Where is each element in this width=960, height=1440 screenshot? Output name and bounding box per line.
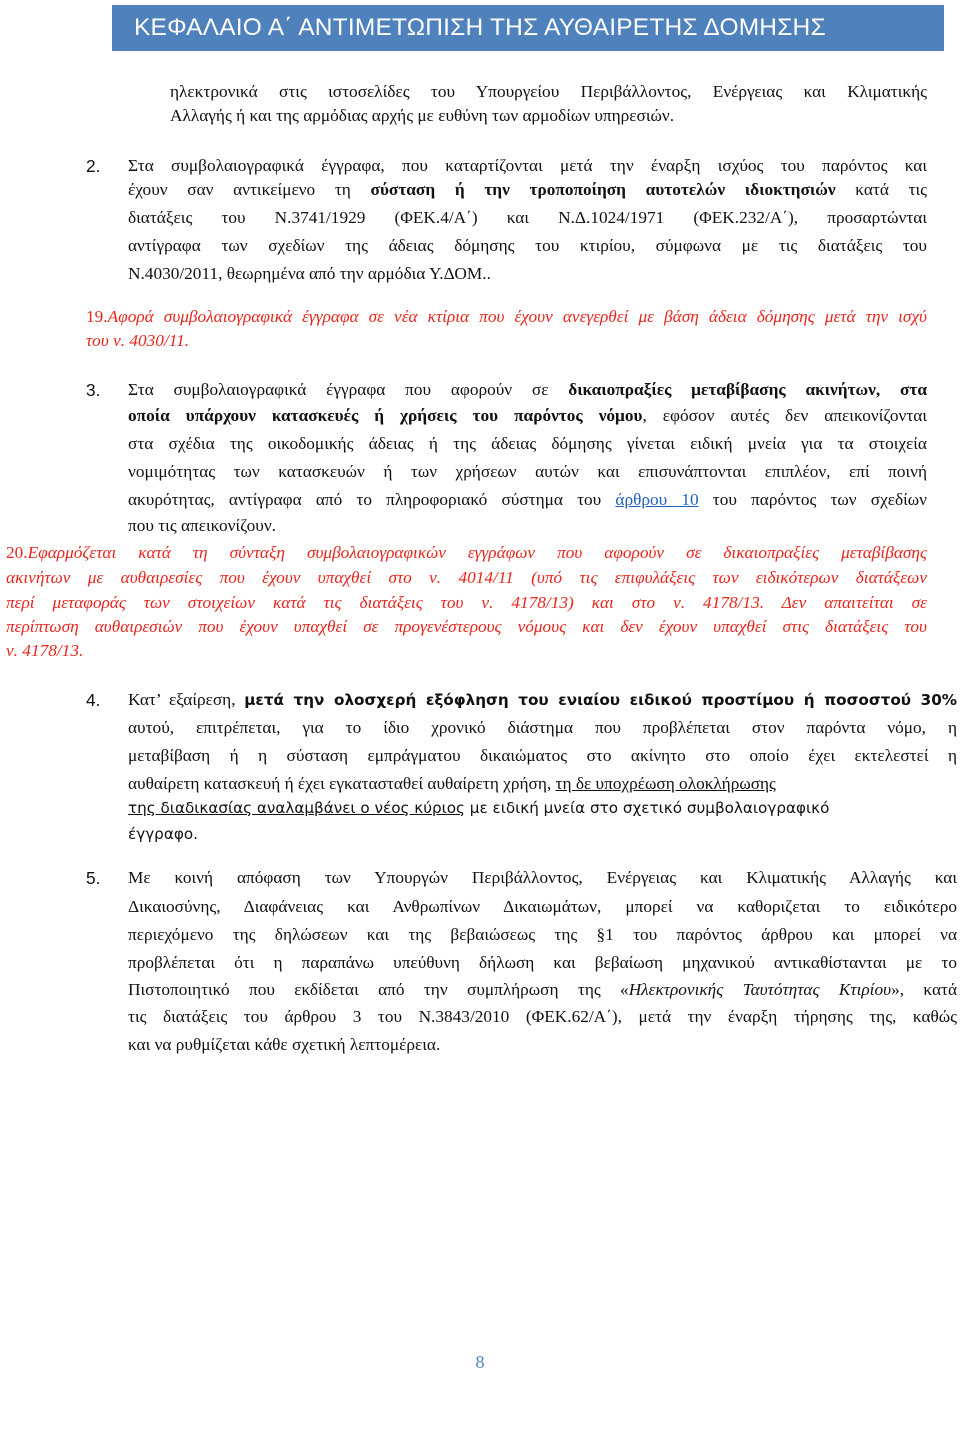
article-10-link[interactable]: άρθρου 10	[615, 490, 699, 509]
note-20-line-4: περίπτωση αυθαιρεσιών που έχουν υπαχθεί σε προγενέστερους νόμους και δεν έχουν υπαχθεί στις διατάξεις του	[6, 617, 927, 636]
item-5-line-4: προβλέπεται ότι η παραπάνω υπεύθυνη δήλωση και βεβαίωση μηχανικού αντικαθίστανται με το	[128, 953, 957, 972]
item-2-bold-phrase: σύσταση ή την τροποποίηση αυτοτελών ιδιοκτησιών	[370, 180, 836, 199]
item-3-number: 3.	[86, 380, 101, 400]
note-19-line-1: 19.Αφορά συμβολαιογραφικά έγγραφα σε νέα κτίρια που έχουν ανεγερθεί με βάση άδεια δόμησης μετά την ισχύ	[86, 307, 927, 326]
item-4-line-4: αυθαίρετη κατασκευή ή έχει εγκατασταθεί αυθαίρετη χρήση, τη δε υποχρέωση ολοκλήρωσης	[128, 774, 776, 793]
item-2-line-2: έχουν σαν αντικείμενο τη σύσταση ή την τροποποίηση αυτοτελών ιδιοκτησιών κατά τις	[128, 180, 928, 199]
item-5-line-3: περιεχόμενο της δηλώσεων και της βεβαιώσεως της §1 του παρόντος άρθρου και μπορεί να	[128, 925, 957, 944]
item-4-underlined-phrase-2: της διαδικασίας αναλαμβάνει ο νέος κύριος	[128, 799, 465, 817]
item-4-bold-phrase: μετά την ολοσχερή εξόφληση του ενιαίου ειδικού προστίμου ή ποσοστού 30%	[244, 691, 958, 709]
item-3-line-5: ακυρότητας, αντίγραφα από το πληροφοριακό σύστημα του άρθρου 10 του παρόντος των σχεδίων	[128, 490, 927, 509]
chapter-title: ΚΕΦΑΛΑΙΟ Α΄ ΑΝΤΙΜΕΤΩΠΙΣΗ ΤΗΣ ΑΥΘΑΙΡΕΤΗΣ ΔΟΜΗΣΗΣ	[134, 14, 826, 41]
chapter-header-bar	[112, 5, 944, 51]
note-20-line-2: ακινήτων με αυθαιρεσίες που έχουν υπαχθεί στο ν. 4014/11 (υπό τις επιφυλάξεις των ειδικότερων διατάξεων	[6, 568, 927, 587]
item-4-line-5: της διαδικασίας αναλαμβάνει ο νέος κύριος με ειδική μνεία στο σχετικό συμβολαιογραφικό	[128, 799, 830, 817]
item-3-line-3: στα σχέδια της οικοδομικής άδειας ή της άδειας δόμησης γίνεται ειδική μνεία για τα στοιχεία	[128, 434, 927, 453]
item-5-line-2: Δικαιοσύνης, Διαφάνειας και Ανθρωπίνων Δικαιωμάτων, μπορεί να καθοριζεται το ειδικότερο	[128, 897, 957, 916]
item-3-line-2: οποία υπάρχουν κατασκευές ή χρήσεις του παρόντος νόμου, εφόσον αυτές δεν απεικονίζονται	[128, 406, 927, 425]
item-5-number: 5.	[86, 868, 101, 888]
page-number: 8	[475, 1352, 485, 1372]
item-3-line-1: Στα συμβολαιογραφικά έγγραφα που αφορούν σε δικαιοπραξίες μεταβίβασης ακινήτων, στα	[128, 380, 927, 399]
note-20-line-5: ν. 4178/13.	[6, 641, 84, 660]
item-5-line-6: τις διατάξεις του άρθρου 3 του Ν.3843/2010 (ΦΕΚ.62/Α΄), μετά την έναρξη τήρησης της, καθώς	[128, 1007, 957, 1026]
item-4-line-3: μεταβίβαση ή η σύσταση εμπράγματου δικαιώματος στο ακίνητο στο οποίο έχει εκτελεστεί η	[128, 746, 957, 765]
note-19-line-2: του ν. 4030/11.	[86, 331, 190, 350]
item-5-line-5: Πιστοποιητικό που εκδίδεται από την συμπλήρωση της «Ηλεκτρονικής Ταυτότητας Κτιρίου», κατά	[128, 980, 957, 999]
item-3-line-6: που τις απεικονίζουν.	[128, 516, 276, 535]
item-2-line-1: Στα συμβολαιογραφικά έγγραφα, που καταρτίζονται μετά την έναρξη ισχύος του παρόντος και	[128, 156, 927, 175]
item-2-line-5: Ν.4030/2011, θεωρημένα από την αρμόδια Υ.ΔΟΜ..	[128, 264, 491, 283]
note-20-number: 20.	[6, 543, 28, 562]
item-4-line-1: Κατ’ εξαίρεση, μετά την ολοσχερή εξόφληση του ενιαίου ειδικού προστίμου ή ποσοστού 30%	[128, 690, 958, 709]
intro-line-1: ηλεκτρονικά στις ιστοσελίδες του Υπουργείου Περιβάλλοντος, Ενέργειας και Κλιματικής	[170, 82, 927, 101]
item-2-line-3: διατάξεις του Ν.3741/1929 (ΦΕΚ.4/Α΄) και Ν.Δ.1024/1971 (ΦΕΚ.232/Α΄), προσαρτώνται	[128, 208, 927, 227]
item-4-line-2: αυτού, επιτρέπεται, για το ίδιο χρονικό διάστημα που προβλέπεται στον παρόντα νόμο, η	[128, 718, 957, 737]
item-4-line-6: έγγραφο.	[128, 825, 198, 843]
item-3-bold-phrase-1: δικαιοπραξίες μεταβίβασης ακινήτων, στα	[568, 380, 927, 399]
item-5-italic-phrase: Ηλεκτρονικής Ταυτότητας Κτιρίου	[628, 980, 892, 999]
item-4-number: 4.	[86, 690, 101, 710]
item-4-underlined-phrase-1: τη δε υποχρέωση ολοκλήρωσης	[555, 774, 776, 793]
note-20-line-1: 20.Εφαρμόζεται κατά τη σύνταξη συμβολαιογραφικών εγγράφων που αφορούν σε δικαιοπραξίες μεταβίβασης	[6, 543, 927, 562]
intro-line-2: Αλλαγής ή και της αρμόδιας αρχής με ευθύνη των αρμοδίων υπηρεσιών.	[170, 106, 675, 125]
item-3-line-4: νομιμότητας των κατασκευών ή των χρήσεων αυτών και επισυνάπτονται επιπλέον, επί ποινή	[128, 462, 927, 481]
item-5-line-1: Με κοινή απόφαση των Υπουργών Περιβάλλοντος, Ενέργειας και Κλιματικής Αλλαγής και	[128, 868, 957, 887]
item-2-number: 2.	[86, 156, 101, 176]
note-20-line-3: περί μεταφοράς των στοιχείων κατά τις διατάξεις του ν. 4178/13) και στο ν. 4178/13. Δεν απαιτείται σε	[6, 593, 927, 612]
item-2-line-4: αντίγραφα των σχεδίων της άδειας δόμησης του κτιρίου, σύμφωνα με τις διατάξεις του	[128, 236, 927, 255]
item-3-bold-phrase-2: οποία υπάρχουν κατασκευές ή χρήσεις του παρόντος νόμου	[128, 406, 643, 425]
note-19-number: 19.	[86, 307, 108, 326]
item-5-line-7: και να ρυθμίζεται κάθε σχετική λεπτομέρεια.	[128, 1035, 441, 1054]
